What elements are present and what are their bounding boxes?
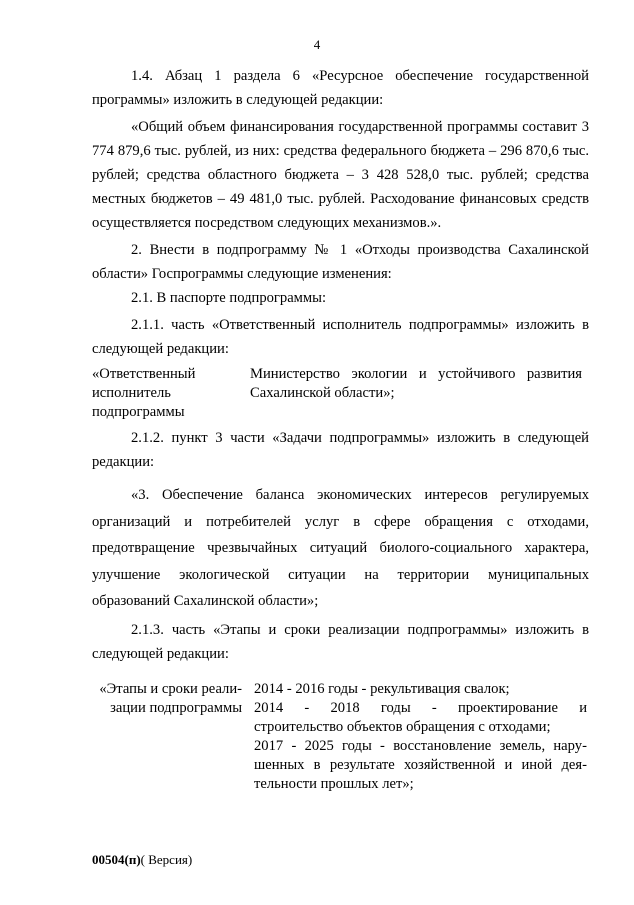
paragraph-financing-quote: «Общий объем финансирования государственной программы составит 3 774 879,6 тыс. рублей, из них: средства федерального бюджета – 296 870,6 тыс. рублей; средства областного бюджета – 3 428 528,0 тыс. рублей; средства местных бюджетов – 49 481,0 тыс. рублей. Расходование финансовых средств осуществляется посредством следующих механизмов.».: [92, 119, 589, 231]
word: в: [313, 756, 321, 773]
word: -: [291, 737, 297, 754]
document-version: ( Версия): [140, 852, 193, 867]
word: 2018: [330, 699, 360, 716]
paragraph-1-4: 1.4. Абзац 1 раздела 6 «Ресурсное обеспечение государственной программы» изложить в следующей редакции:: [92, 68, 589, 108]
word: нару-: [553, 737, 587, 754]
word: -: [431, 699, 437, 716]
stage-line: [254, 756, 587, 775]
label-line: исполнитель: [92, 385, 171, 401]
document-body: [92, 64, 589, 800]
word: 2025: [304, 737, 334, 754]
label-line: зации подпрограммы: [110, 699, 242, 716]
stage-line: 2014 - 2016 годы - рекультивация свалок;: [254, 680, 510, 697]
word: результате: [329, 756, 395, 773]
paragraph-2-1-1: 2.1.1. часть «Ответственный исполнитель подпрограммы» изложить в следующей редакции:: [92, 317, 589, 357]
stages-label: [92, 680, 242, 718]
word: проектирование: [457, 699, 558, 716]
word: земель,: [499, 737, 546, 754]
label-line: «Ответственный: [92, 366, 196, 382]
word: годы: [380, 699, 411, 716]
responsible-executor-table: [92, 365, 589, 423]
paragraph-2: 2. Внести в подпрограмму № 1 «Отходы производства Сахалинской области» Госпрограммы следующие изменения:: [92, 242, 589, 282]
paragraph-2-1-3: 2.1.3. часть «Этапы и сроки реализации подпрограммы» изложить в следующей редакции:: [92, 621, 589, 662]
word: иной: [521, 756, 553, 773]
responsible-executor-label: [92, 365, 242, 422]
word: хозяйственной: [404, 756, 496, 773]
word: шенных: [254, 756, 305, 773]
stage-line: [254, 737, 587, 756]
stages-value: [254, 680, 587, 794]
responsible-executor-value: Министерство экологии и устойчивого развития Сахалинской области»;: [250, 366, 582, 401]
word: и: [504, 756, 513, 773]
stage-line: строительство объектов обращения с отходами;: [254, 718, 551, 735]
label-line: подпрограммы: [92, 404, 185, 420]
word: восстановление: [393, 737, 492, 754]
stages-table: [92, 680, 589, 800]
word: 2017: [254, 737, 284, 754]
page-number: 4: [313, 37, 321, 52]
document-footer: [92, 851, 192, 869]
label-line: «Этапы и сроки реали-: [99, 680, 242, 697]
paragraph-2-1-2: 2.1.2. пункт 3 части «Задачи подпрограммы» изложить в следующей редакции:: [92, 430, 589, 470]
word: дея-: [561, 756, 587, 773]
paragraph-tasks-quote: «3. Обеспечение баланса экономических интересов регулируемых организаций и потребителей услуг в сфере обращения с отходами, предотвращение чрезвычайных ситуаций биолого-социального характера, улучшение экологической ситуации на территории муниципальных образований Сахалинской области»;: [92, 487, 589, 609]
stage-line: тельности прошлых лет»;: [254, 775, 414, 792]
word: годы: [342, 737, 372, 754]
word: 2014: [254, 699, 284, 716]
stage-line: [254, 699, 587, 718]
document-code: 00504(п): [92, 852, 141, 867]
word: -: [304, 699, 310, 716]
paragraph-2-1: 2.1. В паспорте подпрограммы:: [131, 290, 327, 306]
word: -: [380, 737, 385, 754]
word: и: [579, 699, 587, 716]
